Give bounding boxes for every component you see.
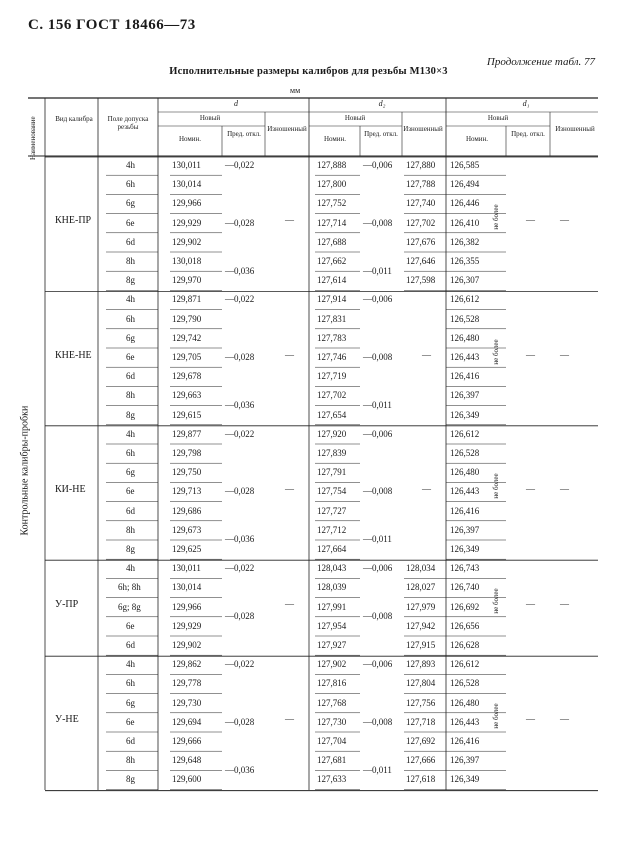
header-d1-nom: Номин. [465,135,489,143]
header-d-nom: Номин. [178,135,202,143]
d2-worn-cell: 127,893 [406,659,436,670]
tolerance-cell: 6e [126,620,135,631]
kind-name: КНЕ-ПР [55,215,92,227]
d1-nominal-cell: 126,416 [450,736,480,746]
d-nominal-cell: 129,929 [172,620,202,631]
d-nominal-cell: 130,014 [172,179,202,190]
d1-nominal-cell: 126,494 [450,179,480,190]
d2-nominal-cell: 127,746 [317,352,347,362]
d2-worn-cell: 127,740 [406,198,436,209]
d2-deviation-cell: —0,008 [363,486,393,497]
d-nominal-cell: 129,970 [172,275,202,286]
no-more-label: не более [492,473,500,499]
d2-worn-cell: 127,666 [406,755,436,766]
d-deviation-cell: —0,028 [225,486,255,497]
d-nominal-cell: 130,014 [172,582,202,593]
dash: — [560,215,569,226]
d1-nominal-cell: 126,743 [450,563,480,574]
header-d2-dev: Пред. откл. [364,130,398,138]
d2-worn-cell: 128,034 [406,563,436,574]
no-more-label: не более [492,204,500,230]
tolerance-cell: 8h [126,256,135,266]
d2-nominal-cell: 127,662 [317,256,347,266]
d-deviation-cell: —0,022 [225,659,255,670]
d2-worn-cell: 127,702 [406,217,436,228]
d2-nominal-cell: 127,831 [317,313,347,324]
d-nominal-cell: 129,666 [172,736,202,746]
d-deviation-cell: —0,036 [225,400,255,410]
kind-name: КИ-НЕ [55,484,86,495]
d1-nominal-cell: 126,307 [450,275,480,286]
tolerance-cell: 6d [126,236,135,247]
d1-nominal-cell: 126,355 [450,256,480,266]
d1-nominal-cell: 126,480 [450,467,480,478]
dash: — [285,215,294,226]
d-nominal-cell: 129,730 [172,697,202,708]
dash: — [560,349,569,360]
dash: — [285,349,294,360]
d2-nominal-cell: 127,954 [317,620,347,631]
d1-nominal-cell: 126,656 [450,620,480,631]
d-deviation-cell: —0,022 [225,160,255,170]
d2-nominal-cell: 127,730 [317,716,347,727]
d1-nominal-cell: 126,480 [450,332,480,343]
d2-nominal-cell: 127,902 [317,659,347,670]
tolerance-cell: 6h [126,678,135,689]
tolerance-cell: 6e [126,486,135,497]
header-d-worn: Изношенный [267,125,307,133]
d2-nominal-cell: 127,914 [317,294,347,305]
d1-nominal-cell: 126,628 [450,640,480,650]
d1-nominal-cell: 126,349 [450,774,480,785]
d2-nominal-cell: 127,816 [317,678,347,689]
header-d2-nom: Номин. [323,135,347,143]
d2-deviation-cell: —0,006 [363,563,393,574]
d2-nominal-cell: 127,783 [317,332,347,343]
tolerance-cell: 8h [126,390,135,401]
no-more-label: не более [492,588,500,614]
d2-nominal-cell: 127,727 [317,505,347,516]
d-nominal-cell: 129,750 [172,467,202,478]
no-more-label: не более [492,338,500,365]
d2-worn-cell: 127,756 [406,697,436,708]
dash: — [526,714,535,725]
d-deviation-cell: —0,028 [225,716,255,727]
d1-nominal-cell: 126,443 [450,352,480,362]
tolerance-cell: 6g [126,697,135,708]
d2-nominal-cell: 127,633 [317,774,347,785]
tolerance-cell: 6g [126,332,135,343]
d-nominal-cell: 129,966 [172,198,202,209]
d2-nominal-cell: 128,043 [317,563,347,574]
d1-nominal-cell: 126,528 [450,678,480,689]
d-nominal-cell: 129,877 [172,428,202,439]
tolerance-cell: 6e [126,716,135,727]
d-nominal-cell: 129,673 [172,524,202,535]
tolerance-cell: 6h [126,313,135,324]
tolerance-cell: 6g [126,198,135,209]
d-nominal-cell: 129,694 [172,716,202,727]
d-nominal-cell: 129,705 [172,352,202,362]
d1-nominal-cell: 126,397 [450,524,480,535]
d-nominal-cell: 129,742 [172,332,202,343]
d2-nominal-cell: 127,614 [317,275,347,286]
d2-nominal-cell: 127,752 [317,198,347,209]
dash: — [526,349,535,360]
tolerance-cell: 6d [126,736,135,746]
table-title: Исполнительные размеры калибров для резьбы М130×3 [169,66,448,77]
header-d1-new: Новый [487,114,509,122]
d-nominal-cell: 129,929 [172,217,202,228]
d2-deviation-cell: —0,011 [363,764,392,775]
d-nominal-cell: 129,686 [172,505,202,516]
tolerance-cell: 8h [126,524,135,535]
dash: — [526,484,535,494]
d2-nominal-cell: 127,688 [317,236,347,247]
tolerance-cell: 6e [126,217,135,228]
tolerance-cell: 4h [126,294,135,305]
d-nominal-cell: 129,648 [172,755,202,766]
d1-nominal-cell: 126,349 [450,544,480,554]
d1-nominal-cell: 126,612 [450,428,480,439]
d2-nominal-cell: 127,654 [317,409,347,420]
tolerance-cell: 4h [126,563,135,574]
tolerance-cell: 6h [126,179,135,190]
d1-nominal-cell: 126,612 [450,659,480,670]
d2-nominal-cell: 127,839 [317,448,347,458]
header-d1-dev: Пред. откл. [511,130,545,138]
d-nominal-cell: 129,966 [172,601,202,612]
d2-deviation-cell: —0,008 [363,352,393,362]
d2-worn-cell: 127,692 [406,736,436,746]
d-deviation-cell: —0,028 [225,217,255,228]
header-d-dev: Пред. откл. [227,130,261,138]
d-nominal-cell: 130,011 [172,563,201,574]
dash: — [422,349,431,360]
tolerance-cell: 4h [126,428,135,439]
d2-nominal-cell: 127,791 [317,467,347,478]
dash: — [285,714,294,725]
d2-nominal-cell: 128,039 [317,582,347,593]
d2-worn-cell: 127,718 [406,716,436,727]
tolerance-cell: 6g; 8g [118,601,141,612]
d-nominal-cell: 129,778 [172,678,202,689]
d2-worn-cell: 127,646 [406,256,436,266]
d-deviation-cell: —0,028 [225,611,255,622]
d1-nominal-cell: 126,692 [450,601,480,612]
d2-worn-cell: 127,915 [406,640,436,650]
dash: — [526,599,535,610]
d2-nominal-cell: 127,754 [317,486,347,497]
d2-deviation-cell: —0,011 [363,265,392,276]
d2-worn-cell: 127,676 [406,236,436,247]
d2-nominal-cell: 127,712 [317,524,347,535]
tolerance-cell: 6d [126,505,135,516]
tolerance-cell: 8g [126,409,135,420]
d1-nominal-cell: 126,397 [450,390,480,401]
d2-nominal-cell: 127,991 [317,601,347,612]
d2-worn-cell: 127,788 [406,179,436,190]
d-nominal-cell: 129,615 [172,409,202,420]
header-d2-worn: Изношенный [403,125,443,133]
dash: — [422,484,431,494]
d2-worn-cell: 127,598 [406,275,436,286]
d1-nominal-cell: 126,416 [450,505,480,516]
tolerance-cell: 8g [126,275,135,286]
d1-nominal-cell: 126,416 [450,371,480,382]
d2-deviation-cell: —0,011 [363,400,392,410]
d2-deviation-cell: —0,011 [363,534,392,545]
tolerance-cell: 6h; 8h [118,582,141,593]
kind-name: КНЕ-НЕ [55,349,92,361]
d1-nominal-cell: 126,612 [450,294,480,305]
d1-nominal-cell: 126,740 [450,582,480,593]
d2-deviation-cell: —0,008 [363,611,393,622]
d2-worn-cell: 127,979 [406,601,436,612]
table-continuation: Продолжение табл. 77 [486,56,595,68]
d2-worn-cell: 127,942 [406,620,436,631]
d2-worn-cell: 127,804 [406,678,436,689]
dash: — [560,599,569,610]
header-d-new: Новый [199,114,221,122]
d-nominal-cell: 129,902 [172,236,202,247]
d1-nominal-cell: 126,410 [450,217,480,228]
d1-nominal-cell: 126,397 [450,755,480,766]
d2-nominal-cell: 127,888 [317,160,347,170]
d-nominal-cell: 129,862 [172,659,202,670]
d-nominal-cell: 129,871 [172,294,202,305]
d-nominal-cell: 129,790 [172,313,202,324]
header-d1: d₁ [522,99,530,108]
d1-nominal-cell: 126,446 [450,198,480,209]
d1-nominal-cell: 126,382 [450,236,480,247]
d-nominal-cell: 130,011 [172,160,201,170]
header-d: d [234,99,238,108]
tolerance-cell: 4h [126,160,135,170]
d1-nominal-cell: 126,480 [450,697,480,708]
dash: — [560,714,569,725]
d-nominal-cell: 129,678 [172,371,202,382]
d-deviation-cell: —0,022 [225,428,255,439]
dash: — [285,484,294,494]
dash: — [285,599,294,610]
d2-deviation-cell: —0,008 [363,217,393,228]
dash: — [560,484,569,494]
d-nominal-cell: 129,798 [172,448,202,458]
d2-nominal-cell: 127,681 [317,755,347,766]
header-d1-worn: Изношенный [555,125,595,133]
d2-nominal-cell: 127,768 [317,697,347,708]
d2-deviation-cell: —0,006 [363,659,393,670]
tolerance-cell: 8g [126,544,135,554]
d1-nominal-cell: 126,528 [450,313,480,324]
d-deviation-cell: —0,022 [225,294,255,305]
d2-nominal-cell: 127,920 [317,428,347,439]
d-nominal-cell: 129,902 [172,640,202,650]
unit-label: мм [290,86,301,95]
dash: — [526,215,535,226]
d-deviation-cell: —0,036 [225,764,255,775]
header-tolerance: Поле допуска резьбы [107,115,149,131]
header-name-col: Наименование [29,116,37,160]
d1-nominal-cell: 126,443 [450,716,480,727]
d2-nominal-cell: 127,719 [317,371,347,382]
tolerance-cell: 6e [126,352,135,362]
d1-nominal-cell: 126,585 [450,160,480,170]
no-more-label: не более [492,703,500,730]
d2-deviation-cell: —0,006 [363,428,393,439]
d-nominal-cell: 129,625 [172,544,202,554]
header-kind: Вид калибра [55,115,93,123]
tolerance-cell: 6d [126,371,135,382]
d-nominal-cell: 129,713 [172,486,202,497]
d-deviation-cell: —0,022 [225,563,255,574]
d-deviation-cell: —0,028 [225,352,255,362]
d-deviation-cell: —0,036 [225,534,255,545]
tolerance-cell: 4h [126,659,135,670]
d2-nominal-cell: 127,664 [317,544,347,554]
kind-name: У-ПР [55,599,79,611]
d-nominal-cell: 129,600 [172,774,202,785]
d1-nominal-cell: 126,443 [450,486,480,497]
d-nominal-cell: 130,018 [172,256,202,266]
d-nominal-cell: 129,663 [172,390,202,401]
tolerance-cell: 6g [126,467,135,478]
d1-nominal-cell: 126,528 [450,448,480,458]
header-d2: d₂ [378,99,386,108]
d2-worn-cell: 127,618 [406,774,436,785]
tolerance-cell: 6d [126,640,135,650]
kind-name: У-НЕ [55,714,79,726]
d2-deviation-cell: —0,008 [363,716,393,727]
d-deviation-cell: —0,036 [225,265,255,276]
d2-nominal-cell: 127,927 [317,640,347,650]
side-label: Контрольные калибры-пробки [19,405,31,536]
d2-nominal-cell: 127,714 [317,217,347,228]
d2-deviation-cell: —0,006 [363,294,393,305]
tolerance-cell: 8h [126,755,135,766]
tolerance-cell: 6h [126,448,135,458]
d2-nominal-cell: 127,800 [317,179,347,190]
d2-worn-cell: 128,027 [406,582,436,593]
tolerance-cell: 8g [126,774,135,785]
page-header: С. 156 ГОСТ 18466—73 [28,17,196,33]
d2-nominal-cell: 127,702 [317,390,347,401]
d2-deviation-cell: —0,006 [363,160,393,170]
header-d2-new: Новый [344,114,366,122]
d2-nominal-cell: 127,704 [317,736,347,746]
d1-nominal-cell: 126,349 [450,409,480,420]
d2-worn-cell: 127,880 [406,160,436,170]
